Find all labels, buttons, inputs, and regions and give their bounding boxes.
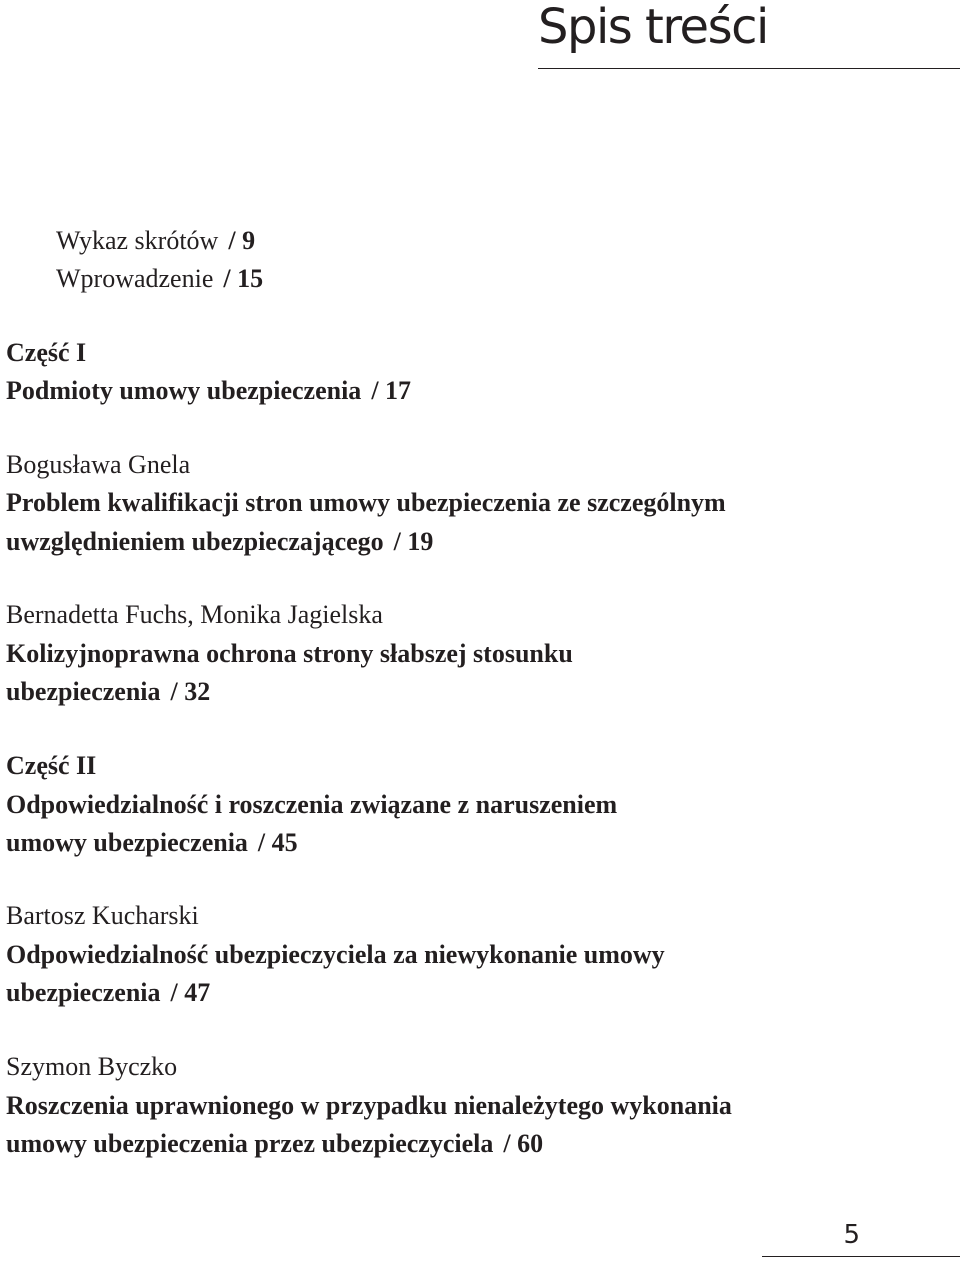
toc-page-number: 60 — [517, 1129, 544, 1158]
toc-separator: / — [257, 828, 266, 857]
entry-author: Bogusława Gnela — [6, 450, 191, 479]
entry-title-line: ubezpieczenia — [6, 677, 161, 706]
toc-entry-label: Wprowadzenie — [56, 264, 214, 293]
footer-rule — [762, 1256, 960, 1257]
entry-title-line[interactable]: Odpowiedzialność ubezpieczyciela za niewykonanie umowy — [6, 940, 665, 969]
toc-separator: / — [503, 1129, 511, 1158]
toc-separator: / — [223, 264, 231, 293]
toc-entry-label: Wykaz skrótów — [56, 226, 219, 255]
toc-separator: / — [228, 226, 236, 255]
toc-page-number: 47 — [184, 978, 211, 1007]
page-title: Spis treści — [538, 0, 768, 55]
toc-page-number: 45 — [271, 828, 298, 857]
toc-entry-abbreviations[interactable] — [56, 226, 255, 256]
page-header — [538, 0, 960, 54]
part-2-label: Część II — [6, 751, 97, 780]
toc-entry-gnela[interactable] — [6, 527, 433, 557]
toc-entry-kucharski[interactable] — [6, 978, 210, 1008]
entry-title-line: ubezpieczenia — [6, 978, 161, 1007]
entry-title-line: uwzględnieniem ubezpieczającego — [6, 527, 384, 556]
entry-author: Bernadetta Fuchs, Monika Jagielska — [6, 600, 383, 629]
toc-separator: / — [170, 677, 178, 706]
toc-entry-part-1[interactable] — [6, 376, 411, 406]
toc-entry-part-2[interactable] — [6, 828, 298, 858]
title-underline — [538, 68, 960, 69]
entry-title-line[interactable]: Problem kwalifikacji stron umowy ubezpieczenia ze szczególnym — [6, 488, 726, 517]
entry-author: Bartosz Kucharski — [6, 901, 199, 930]
toc-entry-fuchs-jagielska[interactable] — [6, 677, 210, 707]
toc-entry-byczko[interactable] — [6, 1129, 543, 1159]
part-title[interactable]: Odpowiedzialność i roszczenia związane z naruszeniem — [6, 790, 618, 819]
toc-page-number: 15 — [237, 264, 264, 293]
entry-title-line: umowy ubezpieczenia przez ubezpieczyciela — [6, 1129, 494, 1158]
part-1-label: Część I — [6, 338, 87, 367]
part-title: umowy ubezpieczenia — [6, 828, 248, 857]
toc-page-number: 9 — [242, 226, 256, 255]
toc-separator: / — [371, 376, 379, 405]
toc-page-number: 32 — [184, 677, 211, 706]
toc-entry-introduction[interactable] — [56, 264, 263, 294]
entry-title-line[interactable]: Roszczenia uprawnionego w przypadku nienależytego wykonania — [6, 1091, 732, 1120]
toc-separator: / — [393, 527, 401, 556]
part-title: Podmioty umowy ubezpieczenia — [6, 376, 362, 405]
toc-page-number: 19 — [407, 527, 434, 556]
toc-separator: / — [170, 978, 178, 1007]
toc-page-number: 17 — [385, 376, 412, 405]
entry-title-line[interactable]: Kolizyjnoprawna ochrona strony słabszej stosunku — [6, 639, 573, 668]
page-number: 5 — [843, 1220, 860, 1250]
entry-author: Szymon Byczko — [6, 1052, 178, 1081]
